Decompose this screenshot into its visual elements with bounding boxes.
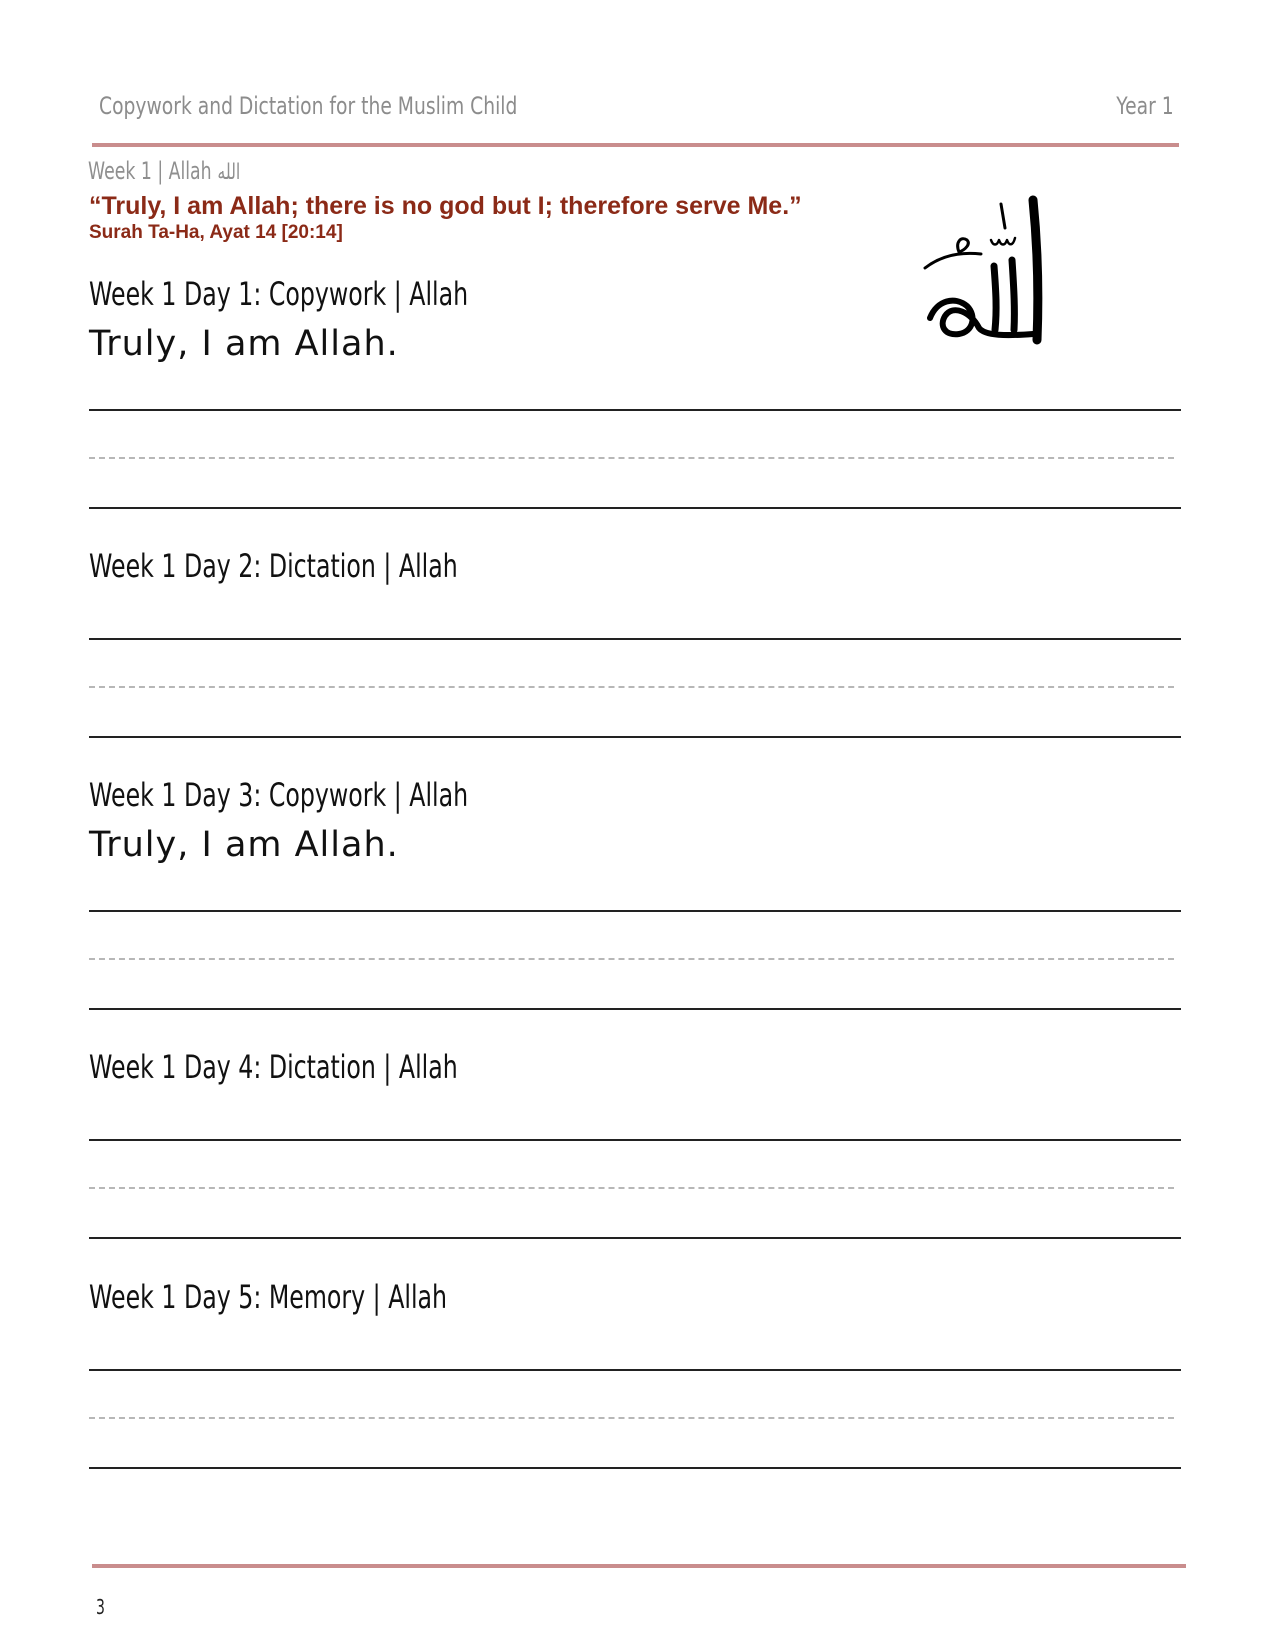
writing-line-midline (89, 686, 1174, 688)
allah-arabic-small: الله (217, 160, 241, 185)
week-heading (88, 157, 240, 185)
writing-line-midline (89, 1417, 1174, 1419)
week-label: Week 1 | Allah (88, 157, 212, 185)
year-label: Year 1 (1116, 92, 1174, 120)
writing-line-top[interactable] (89, 910, 1181, 912)
section-title-day-2: Week 1 Day 2: Dictation | Allah (89, 547, 458, 585)
section-title-day-5: Week 1 Day 5: Memory | Allah (89, 1278, 448, 1316)
section-title-day-4: Week 1 Day 4: Dictation | Allah (89, 1048, 458, 1086)
verse-quote: “Truly, I am Allah; there is no god but I; therefore serve Me.” (89, 192, 802, 220)
writing-line-baseline[interactable] (89, 507, 1181, 509)
writing-line-baseline[interactable] (89, 1237, 1181, 1239)
writing-line-top[interactable] (89, 638, 1181, 640)
writing-line-baseline[interactable] (89, 1008, 1181, 1010)
verse-reference: Surah Ta-Ha, Ayat 14 [20:14] (89, 222, 343, 243)
document-title: Copywork and Dictation for the Muslim Child (99, 92, 518, 120)
copy-text-day-1: Truly, I am Allah. (89, 324, 399, 364)
allah-calligraphy-icon (915, 180, 1085, 370)
page-number: 3 (96, 1595, 105, 1619)
section-title-day-3: Week 1 Day 3: Copywork | Allah (89, 776, 469, 814)
footer-divider (92, 1564, 1186, 1568)
writing-line-midline (89, 1187, 1174, 1189)
header-divider (92, 143, 1179, 147)
writing-line-midline (89, 958, 1174, 960)
writing-line-top[interactable] (89, 1139, 1181, 1141)
writing-line-top[interactable] (89, 1369, 1181, 1371)
writing-line-baseline[interactable] (89, 1467, 1181, 1469)
copy-text-day-3: Truly, I am Allah. (89, 825, 399, 865)
section-title-day-1: Week 1 Day 1: Copywork | Allah (89, 275, 469, 313)
writing-line-midline (89, 457, 1174, 459)
writing-line-baseline[interactable] (89, 736, 1181, 738)
writing-line-top[interactable] (89, 409, 1181, 411)
